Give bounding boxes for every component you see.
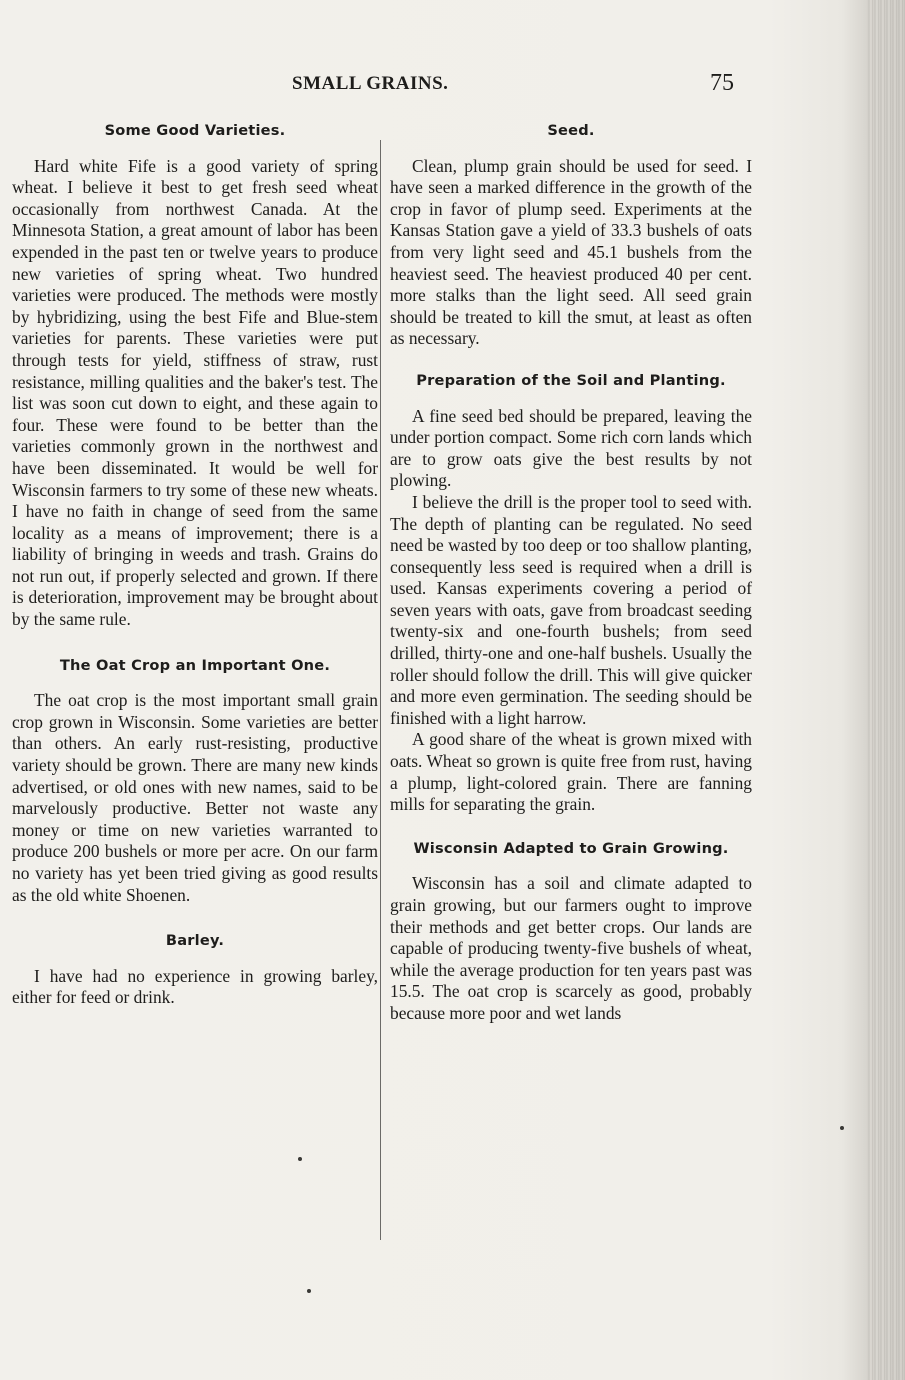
paragraph: I have had no experience in growing barley, either for feed or drink.	[12, 965, 378, 1008]
paragraph: The oat crop is the most important small grain crop grown in Wisconsin. Some varieties are better than others. An early rust-resisting, productive variety should be grown. There are many new kinds advertised, or old ones with new names, said to be marvelously productive. Better not waste any money or time on new varieties warranted to produce 200 bushels or more per acre. On our farm no variety has yet been tried giving as good results as the old white Shoenen.	[12, 690, 378, 905]
left-column	[12, 120, 378, 1009]
section-heading: Barley.	[165, 932, 225, 950]
section-heading: Preparation of the Soil and Planting.	[416, 371, 726, 389]
section-heading: Wisconsin Adapted to Grain Growing.	[413, 839, 729, 857]
section-heading: Seed.	[547, 122, 595, 139]
right-column	[390, 120, 752, 1025]
ink-speck	[307, 1289, 311, 1293]
page-edge-shadow	[867, 0, 905, 1380]
paragraph: A good share of the wheat is grown mixed with oats. Wheat so grown is quite free from rust, having a plump, light-colored grain. There are fanning mills for separating the grain.	[390, 729, 752, 815]
section-heading: Some Good Varieties.	[104, 122, 286, 139]
paragraph: Wisconsin has a soil and climate adapted to grain growing, but our farmers ought to improve their methods and get better crops. Our lands are capable of producing twenty-five bushels of wheat, while the average production for ten years past was 15.5. The oat crop is scarcely as good, probably because more poor and wet lands	[390, 873, 752, 1023]
section-heading: The Oat Crop an Important One.	[59, 656, 331, 674]
ink-speck	[840, 1126, 844, 1130]
column-divider	[380, 140, 381, 1240]
page-number: 75	[710, 70, 734, 96]
running-header	[0, 70, 905, 100]
ink-speck	[298, 1157, 302, 1161]
running-title: SMALL GRAINS.	[292, 73, 449, 94]
paragraph: Hard white Fife is a good variety of spring wheat. I believe it best to get fresh seed wheat occasionally from northwest Canada. At the Minnesota Station, a great amount of labor has been expended in the past ten or twelve years to produce new varieties of spring wheat. Two hundred varieties were produced. The methods were mostly by hybridizing, using the best Fife and Blue-stem varieties for parents. These varieties were put through tests for yield, stiffness of straw, rust resistance, milling qualities and the baker's test. The list was soon cut down to eight, and these again to four. These were found to be better than the varieties commonly grown in the northwest and have been disseminated. It would be well for Wisconsin farmers to try some of these new wheats. I have no faith in change of seed from the same locality as a means of improvement; there is a liability of bringing in weeds and trash. Grains do not run out, if properly selected and grown. If there is deterioration, improvement may be brought about by the same rule.	[12, 155, 378, 630]
paragraph: Clean, plump grain should be used for seed. I have seen a marked difference in the growth of the crop in favor of plump seed. Experiments at the Kansas Station gave a yield of 33.3 bushels of oats from very light seed and 45.1 bushels from the heaviest seed. The heaviest produced 40 per cent. more stalks than the light seed. All seed grain should be treated to kill the smut, at least as often as necessary.	[390, 155, 752, 349]
paragraph: A fine seed bed should be prepared, leaving the under portion compact. Some rich corn lands which are to grow oats give the best results by not plowing.	[390, 405, 752, 491]
paragraph: I believe the drill is the proper tool to seed with. The depth of planting can be regulated. No seed need be wasted by too deep or too shallow planting, consequently less seed is required when a drill is used. Kansas experiments covering a period of seven years with oats, gave from broadcast seeding twenty-six and one-fourth bushels; from seed drilled, thirty-one and one-half bushels. Usually the roller should follow the drill. This will give quicker and more even germination. The seeding should be finished with a light harrow.	[390, 491, 752, 728]
